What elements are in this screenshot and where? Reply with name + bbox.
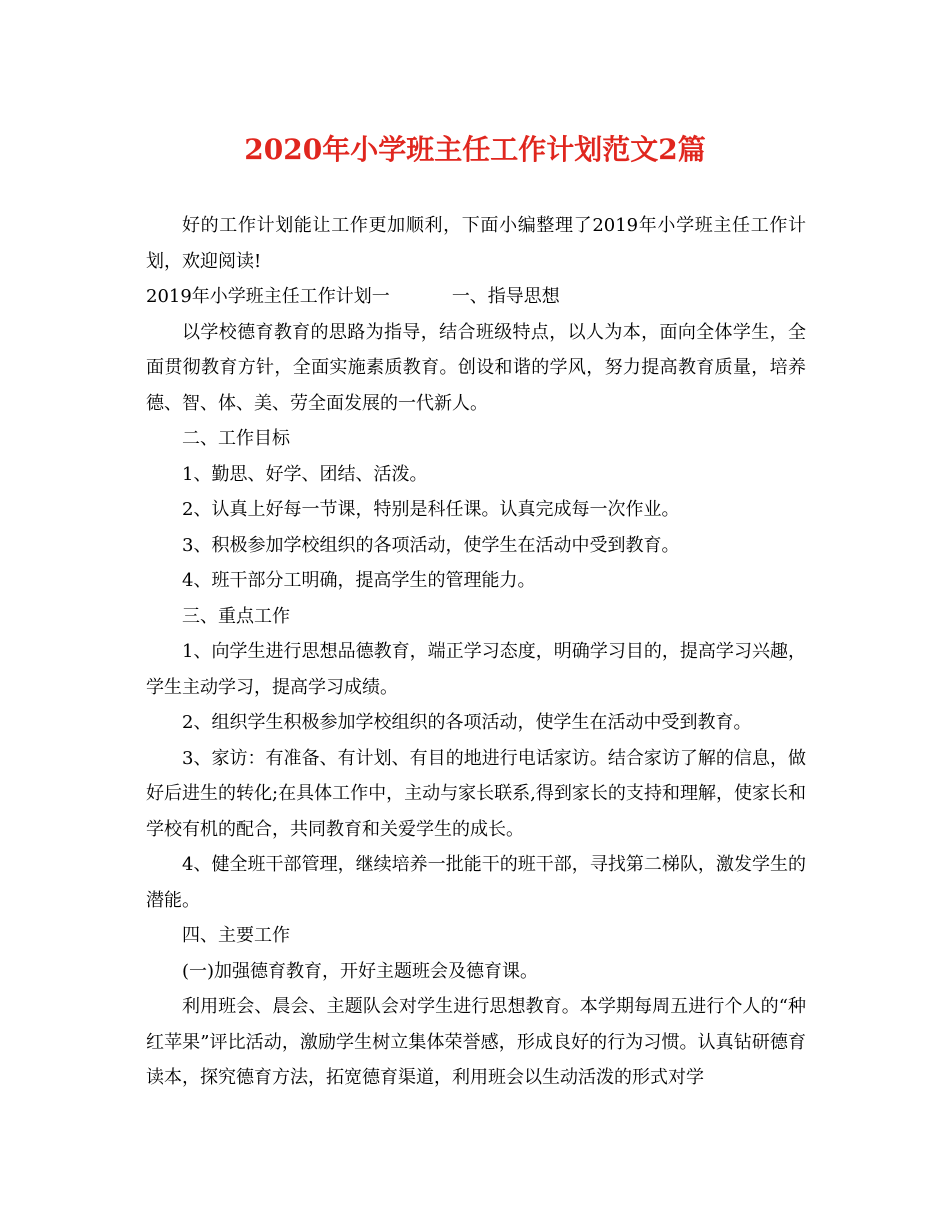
goal-item-1: 1、勤思、好学、团结、活泼。 — [182, 463, 428, 485]
plan-heading-left: 2019年小学班主任工作计划一 — [146, 286, 390, 307]
paragraph-guiding-thought: 以学校德育教育的思路为指导，结合班级特点，以人为本，面向全体学生，全面贯彻教育方针，全面实施素质教育。创设和谐的学风，努力提高教育质量，培养德、智、体、美、劳全面发展的一代新人。 — [146, 321, 806, 414]
section-heading-key-work: 三、重点工作 — [182, 605, 290, 627]
key-work-item-1: 1、向学生进行思想品德教育，端正学习态度，明确学习目的，提高学习兴趣，学生主动学习，提高学习成绩。 — [146, 641, 806, 698]
main-work-paragraph-1: 利用班会、晨会、主题队会对学生进行思想教育。本学期每周五进行个人的“种红苹果”评比活动，激励学生树立集体荣誉感，形成良好的行为习惯。认真钻研德育读本，探究德育方法，拓宽德育渠道，利用班会以生动活泼的形式对学 — [146, 996, 806, 1088]
section-heading-main-work: 四、主要工作 — [182, 925, 290, 946]
plan-heading-right: 一、指导思想 — [451, 286, 560, 307]
document-body — [146, 208, 806, 1096]
key-work-item-4: 4、健全班干部管理，继续培养一批能干的班干部，寻找第二梯队，激发学生的潜能。 — [146, 854, 806, 911]
main-work-subheading-1: (一)加强德育教育，开好主题班会及德育课。 — [182, 960, 539, 982]
key-work-item-3: 3、家访：有准备、有计划、有目的地进行电话家访。结合家访了解的信息，做好后进生的转化;在具体工作中，主动与家长联系,得到家长的支持和理解，使家长和学校有机的配合，共同教育和关爱学生的成长。 — [146, 747, 806, 840]
section-heading-goals: 二、工作目标 — [182, 428, 290, 449]
key-work-item-2: 2、组织学生积极参加学校组织的各项活动，使学生在活动中受到教育。 — [182, 712, 752, 733]
plan-heading — [146, 279, 806, 315]
document-title: 2020年小学班主任工作计划范文2篇 — [244, 133, 706, 166]
intro-paragraph: 好的工作计划能让工作更加顺利，下面小编整理了2019年小学班主任工作计划，欢迎阅读! — [146, 215, 806, 272]
goal-item-2: 2、认真上好每一节课，特别是科任课。认真完成每一次作业。 — [182, 499, 680, 520]
goal-item-3: 3、积极参加学校组织的各项活动，使学生在活动中受到教育。 — [182, 534, 680, 556]
goal-item-4: 4、班干部分工明确，提高学生的管理能力。 — [182, 570, 536, 591]
